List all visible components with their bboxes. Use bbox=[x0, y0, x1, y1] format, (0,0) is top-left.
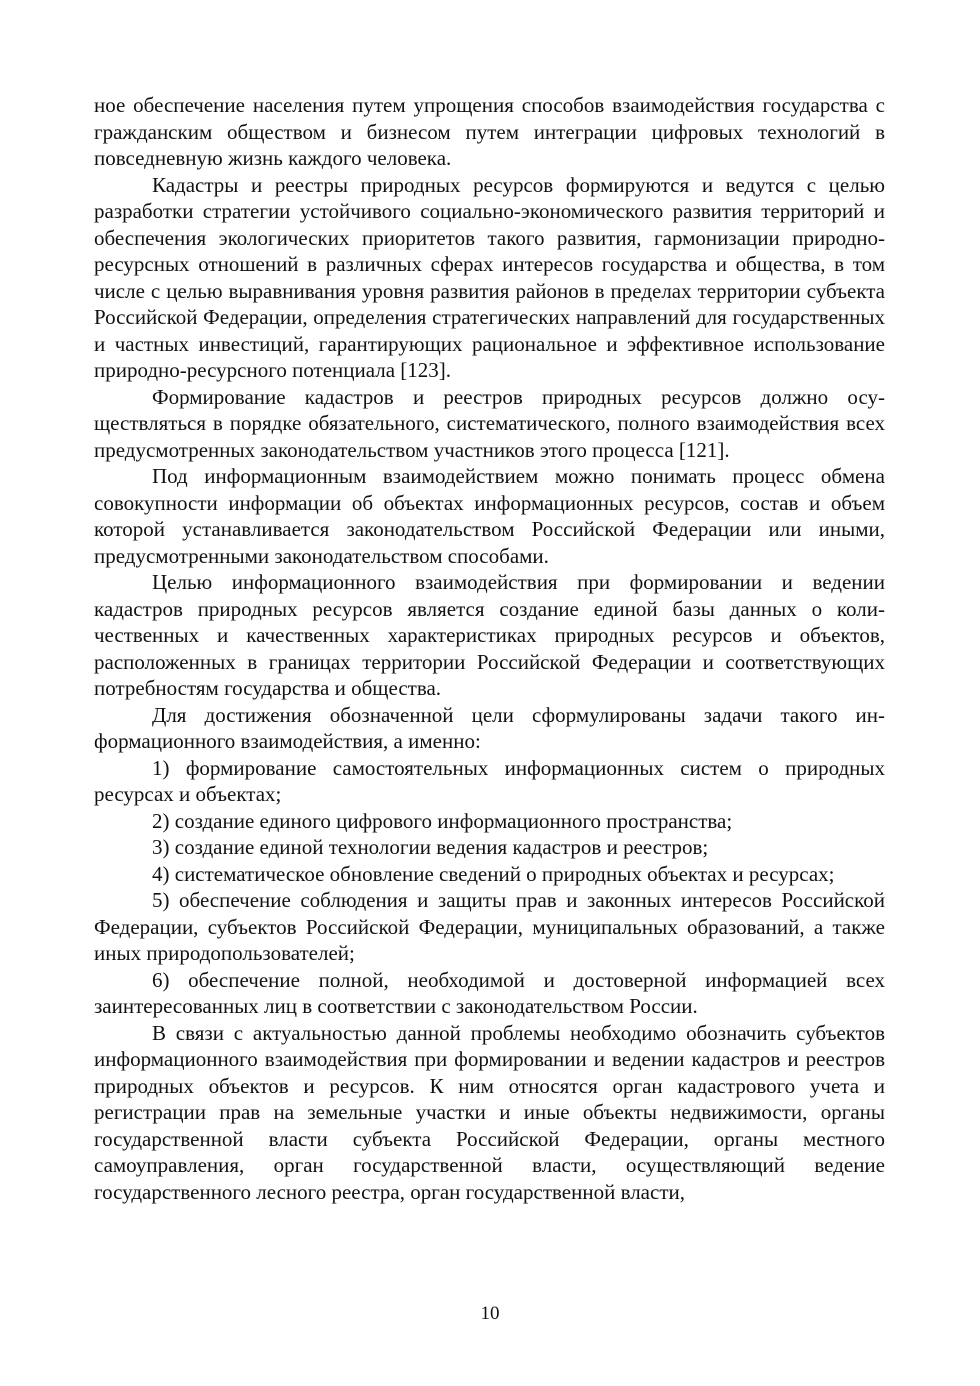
paragraph-5: Целью информационного взаимодействия при формировании и ведении кадастров природных ресурсов является создание единой базы данных о количественных и качественных характеристиках природных ресурсов и объектов, расположенных в границах территории Российской Федерации и соответствующих потребностям государства и общества. bbox=[94, 570, 885, 700]
paragraph-7: В связи с актуальностью данной проблемы необходимо обозначить субъектов информационного взаимодействия при формировании и ведении кадастров и реестров природных объектов и ресурсов. К ним относятся орган кадастрового учета и регистрации прав на земельные участки и иные объекты недвижимости, органы государственной власти субъекта Российской Федерации, органы местного самоуправления, орган государственной власти, осуществляющий ведение государственного лесного реестра, орган государственной власти, bbox=[94, 1020, 885, 1204]
list-item-5: 5) обеспечение соблюдения и защиты прав и законных интересов Российской Федерации, субъектов Российской Федерации, муниципальных образований, а также иных природопользователей; bbox=[94, 888, 885, 965]
list-item-6: 6) обеспечение полной, необходимой и достоверной информацией всех заинтересованных лиц в соответствии с законодательством России. bbox=[94, 967, 885, 1018]
page-number: 10 bbox=[480, 1303, 500, 1324]
body-text bbox=[94, 92, 885, 1205]
paragraph-1: ное обеспечение населения путем упрощения способов взаимодействия государства с гражданским обществом и бизнесом путем интеграции цифровых технологий в повседневную жизнь каждого человека. bbox=[94, 93, 885, 170]
list-item-4: 4) систематическое обновление сведений о природных объектах и ресурсах; bbox=[152, 861, 835, 886]
list-item-1: 1) формирование самостоятельных информационных систем о природных ресурсах и объектах; bbox=[94, 755, 885, 806]
paragraph-6: Для достижения обозначенной цели сформулированы задачи такого информационного взаимодействия, а именно: bbox=[94, 702, 885, 753]
list-item-2: 2) создание единого цифрового информационного пространства; bbox=[152, 808, 733, 833]
paragraph-2: Кадастры и реестры природных ресурсов формируются и ведутся с целью разработки стратегии устойчивого социально-экономического развития территорий и обеспечения экологических приоритетов такого развития, гармонизации природно-ресурсных отношений в различных сферах интересов государства и общества, в том числе с целью выравнивания уровня развития районов в пределах территории субъекта Российской Федерации, определения стратегических направлений для государственных и частных инвестиций, гарантирующих рациональное и эффективное использование природно-ресурсного потенциала [123]. bbox=[94, 172, 885, 382]
paragraph-4: Под информационным взаимодействием можно понимать процесс обмена совокупности информации об объектах информационных ресурсов, состав и объем которой устанавливается законодательством Российской Федерации или иными, предусмотренными законодательством способами. bbox=[94, 464, 885, 568]
list-item-3: 3) создание единой технологии ведения кадастров и реестров; bbox=[152, 835, 709, 859]
paragraph-3: Формирование кадастров и реестров природных ресурсов должно осуществляться в порядке обязательного, систематического, полного взаимодействия всех предусмотренных законодательством участников этого процесса [121]. bbox=[94, 384, 885, 462]
